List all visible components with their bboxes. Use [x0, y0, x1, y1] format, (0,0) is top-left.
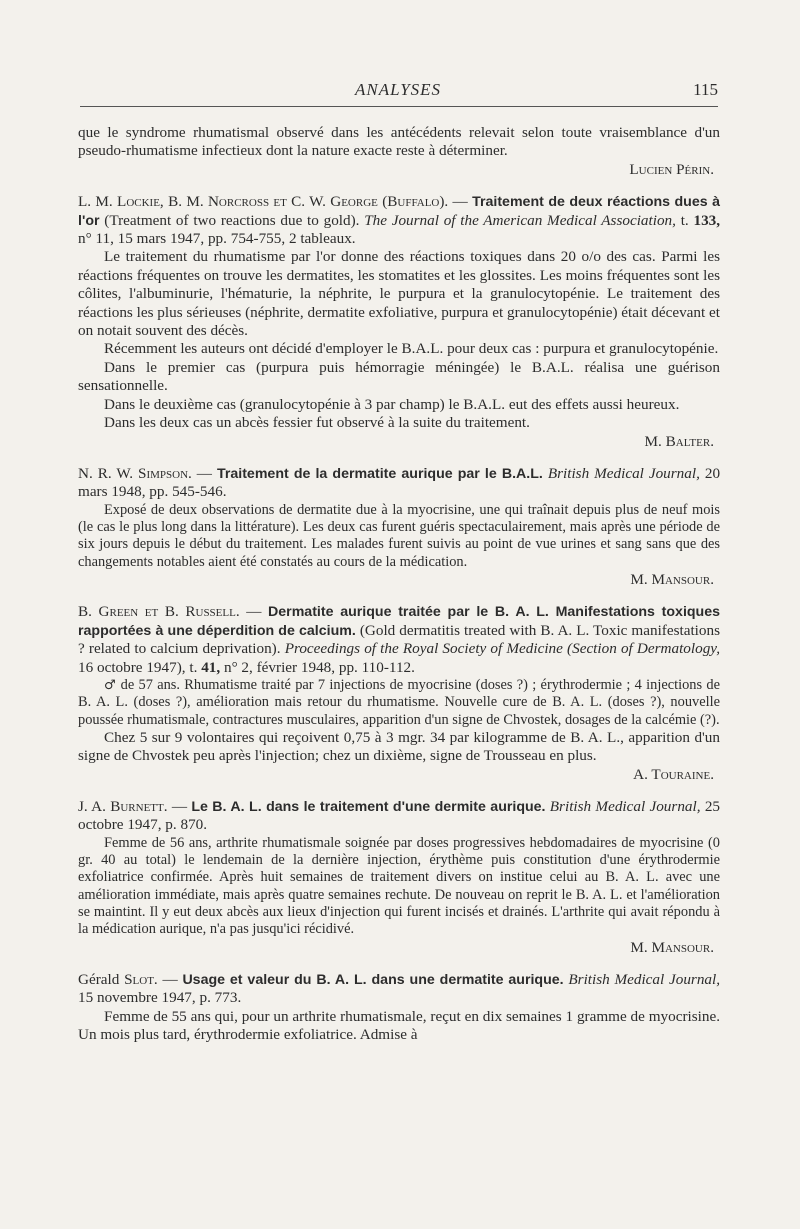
volume: 41, [201, 658, 221, 676]
citation-details: n° 2, février 1948, pp. 110-112. [223, 658, 415, 676]
citation-details: 25 octobre 1947, p. 870. [78, 798, 721, 834]
journal-name: British Medical Journal, [547, 464, 700, 482]
abstract-paragraph: Chez 5 sur 9 volontaires qui reçoivent 0,75 à 3 mgr. 34 par kilogramme de B. A. L., apparition d'un signe de Chvostek peu après l'injection; chez un dixième, signe de Trousseau en plus. [78, 728, 720, 765]
author-first-name: Gérald [78, 971, 120, 989]
article-title: Dermatite aurique traitée par le B. A. L. Manifestations toxiques rapportées à une déperdition de calcium. [78, 604, 721, 639]
male-symbol-icon: ♂ [104, 677, 117, 693]
journal-name: British Medical Journal, [568, 971, 721, 989]
title-translation: (Gold dermatitis treated with B. A. L. Toxic manifestations ? related to calcium deprivation). [78, 621, 720, 658]
abstract-paragraph: Exposé de deux observations de dermatite due à la myocrisine, une qui traînait depuis plus de neuf mois (le cas le plus long dans la littérature). Les deux cas furent guéris spectaculairement, mais après une période de six jours depuis le début du traitement. Les malades furent suivis au point de vue urines et sang sans que des changements notables aient été constatés au cours de la médication. [78, 501, 720, 570]
journal-name: Proceedings of the Royal Society of Medicine [284, 640, 563, 658]
title-translation: (Treatment of two reactions due to gold). [104, 211, 360, 229]
journal-name: The Journal of the American Medical Association, [364, 211, 676, 229]
signature-mansour: M. Mansour. [630, 938, 714, 956]
signature-balter: M. Balter. [644, 432, 714, 450]
article-title: Usage et valeur du B. A. L. dans une dermatite aurique. [182, 972, 564, 989]
signature-perin: Lucien Périn. [629, 160, 714, 178]
running-header [78, 78, 718, 106]
author-last-name: Slot. — [124, 971, 178, 989]
abstract-paragraph: Dans le deuxième cas (granulocytopénie à 3 par champ) le B.A.L. eut des effets aussi heureux. [104, 395, 680, 413]
citation-details: 15 novembre 1947, p. 773. [78, 989, 242, 1007]
article-title: Le B. A. L. dans le traitement d'une dermite aurique. [191, 799, 546, 816]
abstract-paragraph: Femme de 55 ans qui, pour un arthrite rhumatismale, reçut en dix semaines 1 gramme de myocrisine. Un mois plus tard, érythrodermie exfoliatrice. Admise à [78, 1007, 720, 1044]
reference-slot [78, 971, 720, 1008]
citation-details: n° 11, 15 mars 1947, pp. 754-755, 2 tableaux. [78, 230, 356, 248]
section-title: ANALYSES [354, 80, 442, 99]
volume: 133, [693, 211, 721, 229]
continuation-paragraph: que le syndrome rhumatismal observé dans les antécédents relevait selon toute vraisemblance d'un pseudo-rhumatisme infectieux dont la nature exacte reste à déterminer. [78, 124, 720, 160]
authors: B. Green et B. Russell. — [78, 603, 262, 621]
citation-date: 16 octobre 1947), [78, 658, 186, 676]
signature-mansour: M. Mansour. [630, 570, 714, 588]
page-number: 115 [693, 80, 718, 99]
journal-name: British Medical Journal, [549, 798, 701, 816]
page-content [78, 124, 720, 1045]
article-title: Traitement de la dermatite aurique par le B.A.L. [216, 465, 543, 482]
reference-lockie: L. M. Lockie, B. M. Norcross et C. W. George (Buffalo). — Traitement de deux réactions dues à l'or (Treatment of two reactions due to gold). The Journal of the American Medical Association, t. 133, n° 11, 15 mars 1947, pp. 754-755, 2 tableaux. [78, 193, 721, 248]
authors: L. M. Lockie, B. M. Norcross et C. W. George (Buffalo). — [78, 193, 468, 211]
reference-burnett [78, 798, 720, 835]
authors: N. R. W. Simpson. — [78, 464, 212, 482]
abstract-paragraph: ♂ de 57 ans. Rhumatisme traité par 7 injections de myocrisine (doses ?) ; érythrodermie ; 4 injections de B. A. L. (doses ?), amélioration mais retour du rhumatisme. Nouvelle cure de B. A. L. (doses ?), nouvelle poussée rhumatismale, contractures musculaires, apparition d'un signe de Chvostek, dosages de la calcémie (?). [78, 676, 720, 728]
article-title: Traitement de deux réactions dues à l'or [78, 194, 721, 229]
citation-details: 20 mars 1948, pp. 545-546. [78, 464, 721, 501]
header-rule [80, 106, 718, 107]
abstract-paragraph: Le traitement du rhumatisme par l'or donne des réactions toxiques dans 20 o/o des cas. Parmi les réactions fréquentes on trouve les dermatites, les stomatites et les glossites. Les moins fréquentes sont les côlites, l'albuminurie, l'hématurie, la néphrite, le purpura et la granulocytopénie. Le traitement des réactions les plus sérieuses (néphrite, dermatite exfoliative, purpura et granulocytopénie) était décevant et on notait souvent des décès. [78, 248, 720, 340]
abstract-paragraph: Femme de 56 ans, arthrite rhumatismale soignée par doses progressives hebdomadaires de myocrisine (0 gr. 40 au total) le lendemain de la dernière injection, érythème puis constitution d'une érythrodermie exfoliatrice confirmée. Après huit semaines de traitement divers on institue celui au B. A. L. avec une amélioration immédiate, mais après quatre semaines rechute. De nouveau on reprit le B. A. L. et l'amélioration se maintint. Il y eut deux abcès aux lieux d'injection qui furent incisés et drainés. L'arthrite qui avait répondu à la médication aurique, n'a pas jusqu'ici récidivé. [78, 834, 720, 938]
journal-section: (Section of Dermatology, [567, 640, 721, 658]
reference-simpson [78, 465, 720, 502]
abstract-paragraph: Dans le premier cas (purpura puis hémorragie méningée) le B.A.L. réalisa une guérison sensationnelle. [78, 358, 720, 395]
authors: J. A. Burnett. — [78, 798, 188, 816]
reference-green-russell: B. Green et B. Russell. — Dermatite aurique traitée par le B. A. L. Manifestations toxiques rapportées à une déperdition de calcium. (Gold dermatitis treated with B. A. L. Toxic manifestations ? related to calcium deprivation). Proceedings of the Royal Society of Medicine (Section of Dermatology, 16 octobre 1947), t. 41, n° 2, février 1948, pp. 110-112. [78, 603, 721, 676]
abstract-paragraph: Dans les deux cas un abcès fessier fut observé à la suite du traitement. [104, 414, 530, 432]
abstract-paragraph: Récemment les auteurs ont décidé d'employer le B.A.L. pour deux cas : purpura et granulocytopénie. [104, 340, 719, 358]
signature-touraine: A. Touraine. [633, 765, 714, 783]
